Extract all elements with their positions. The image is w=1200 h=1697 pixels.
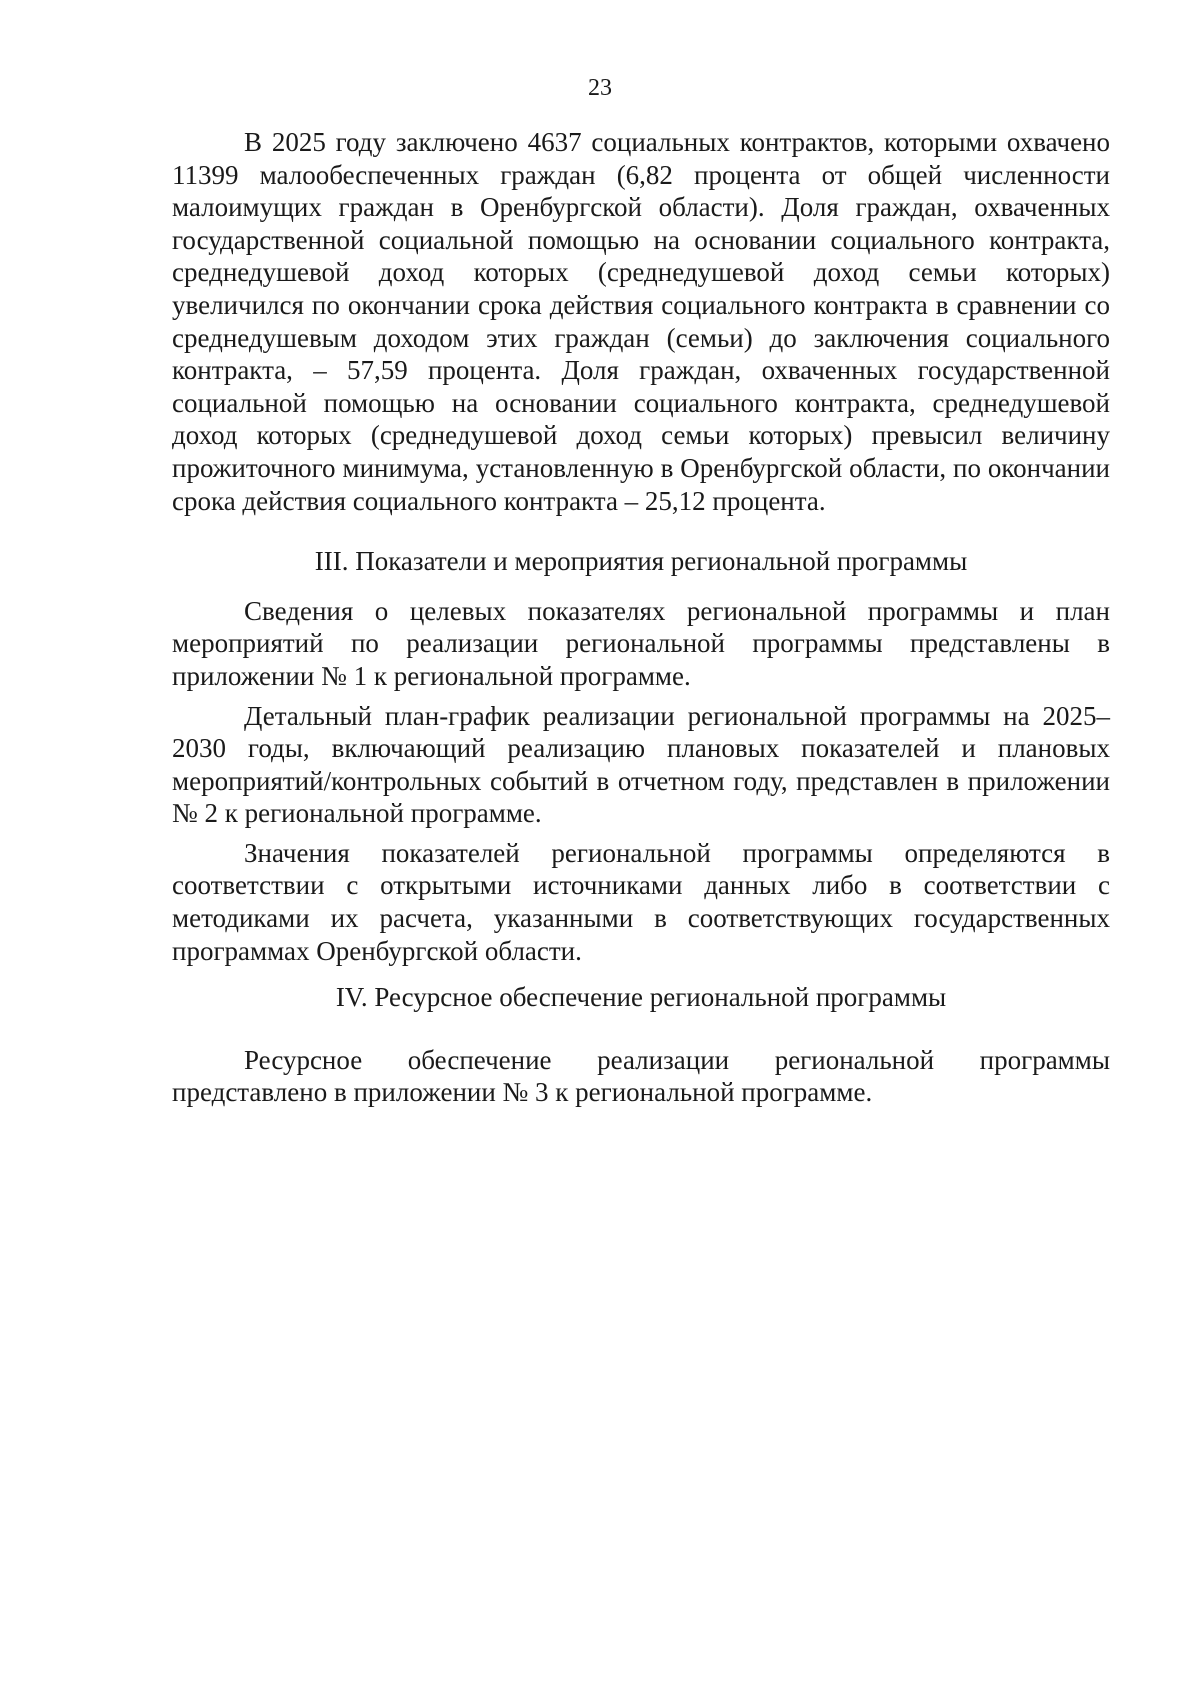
paragraph-social-contracts: В 2025 году заключено 4637 социальных контрактов, которыми охвачено 11399 малообеспеченных граждан (6,82 процента от общей численности малоимущих граждан в Оренбургской области). Доля граждан, охваченных государственной социальной помощью на основании социального контракта, среднедушевой доход которых (среднедушевой доход семьи которых) увеличился по окончании срока действия социального контракта в сравнении со среднедушевым доходом этих граждан (семьи) до заключения социального контракта, – 57,59 процента. Доля граждан, охваченных государственной социальной помощью на основании социального контракта, среднедушевой доход которых (среднедушевой доход семьи которых) превысил величину прожиточного минимума, установленную в Оренбургской области, по окончании срока действия социального контракта – 25,12 процента. (172, 127, 1110, 516)
document-body (172, 126, 1110, 1109)
section-heading-resources: IV. Ресурсное обеспечение региональной программы (335, 982, 947, 1013)
paragraph-resource-provision: Ресурсное обеспечение реализации региональной программы представлено в приложении № 3 к региональной программе. (172, 1044, 1110, 1108)
page-number: 23 (588, 75, 612, 101)
paragraph-target-indicators: Сведения о целевых показателях региональной программы и план мероприятий по реализации региональной программы представлены в приложении № 1 к региональной программе. (172, 595, 1110, 691)
paragraph-detailed-plan: Детальный план-график реализации региональной программы на 2025–2030 годы, включающий реализацию плановых показателей и плановых мероприятий/контрольных событий в отчетном году, представлен в приложении № 2 к региональной программе. (172, 700, 1110, 829)
paragraph-indicator-values: Значения показателей региональной программы определяются в соответствии с открытыми источниками данных либо в соответствии с методиками их расчета, указанными в соответствующих государственных программах Оренбургской области. (172, 837, 1110, 966)
section-heading-indicators: III. Показатели и мероприятия региональной программы (314, 546, 968, 577)
